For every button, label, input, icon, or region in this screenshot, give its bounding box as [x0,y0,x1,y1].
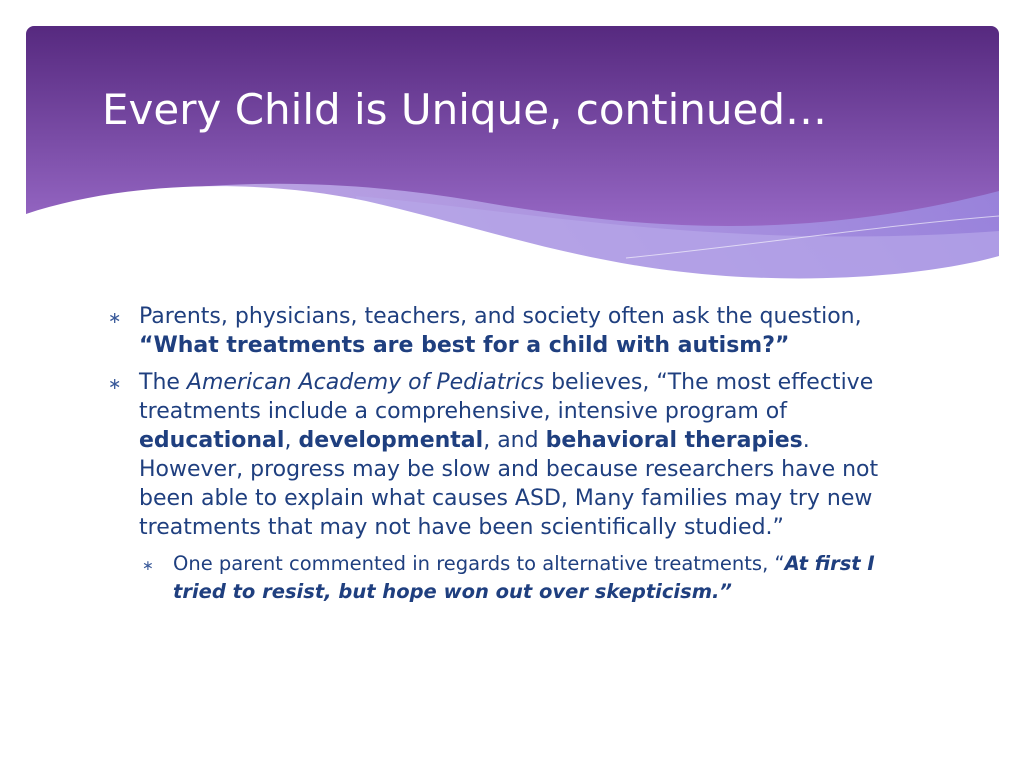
bullet-text: believes, “The most effective treatments include a comprehensive, intensive program of [139,370,874,424]
bullet-text-bold: behavioral therapies [545,428,803,453]
sub-bullet-quote: At first I tried to resist, but hope won out over skepticism.” [173,552,875,603]
title-banner [26,26,999,286]
bullet-text-bold: educational [139,428,285,453]
bullet-icon: ∗ [108,308,122,327]
bullet-item [108,302,908,360]
bullet-text: , and [483,428,546,453]
bullet-text: . However, progress may be slow and because researchers have not been able to explain what causes ASD, Many families may try new treatments that may not have been scientifically studied.” [139,428,879,540]
slide-body [108,302,908,614]
bullet-text: The [139,370,187,395]
bullet-quote-bold: “What treatments are best for a child with autism?” [139,333,790,358]
bullet-item [108,368,908,542]
bullet-icon: ∗ [108,374,122,393]
sub-bullet-text: One parent commented in regards to alternative treatments, “ [173,552,785,575]
banner-wave-graphic [26,26,999,286]
slide-title: Every Child is Unique, continued… [102,85,828,134]
bullet-text-italic: American Academy of Pediatrics [186,370,545,395]
bullet-text: Parents, physicians, teachers, and society often ask the question, [139,304,862,329]
bullet-icon: ∗ [142,558,154,574]
sub-bullet-item [142,550,908,606]
bullet-text: , [284,428,299,453]
bullet-text-bold: developmental [298,428,484,453]
